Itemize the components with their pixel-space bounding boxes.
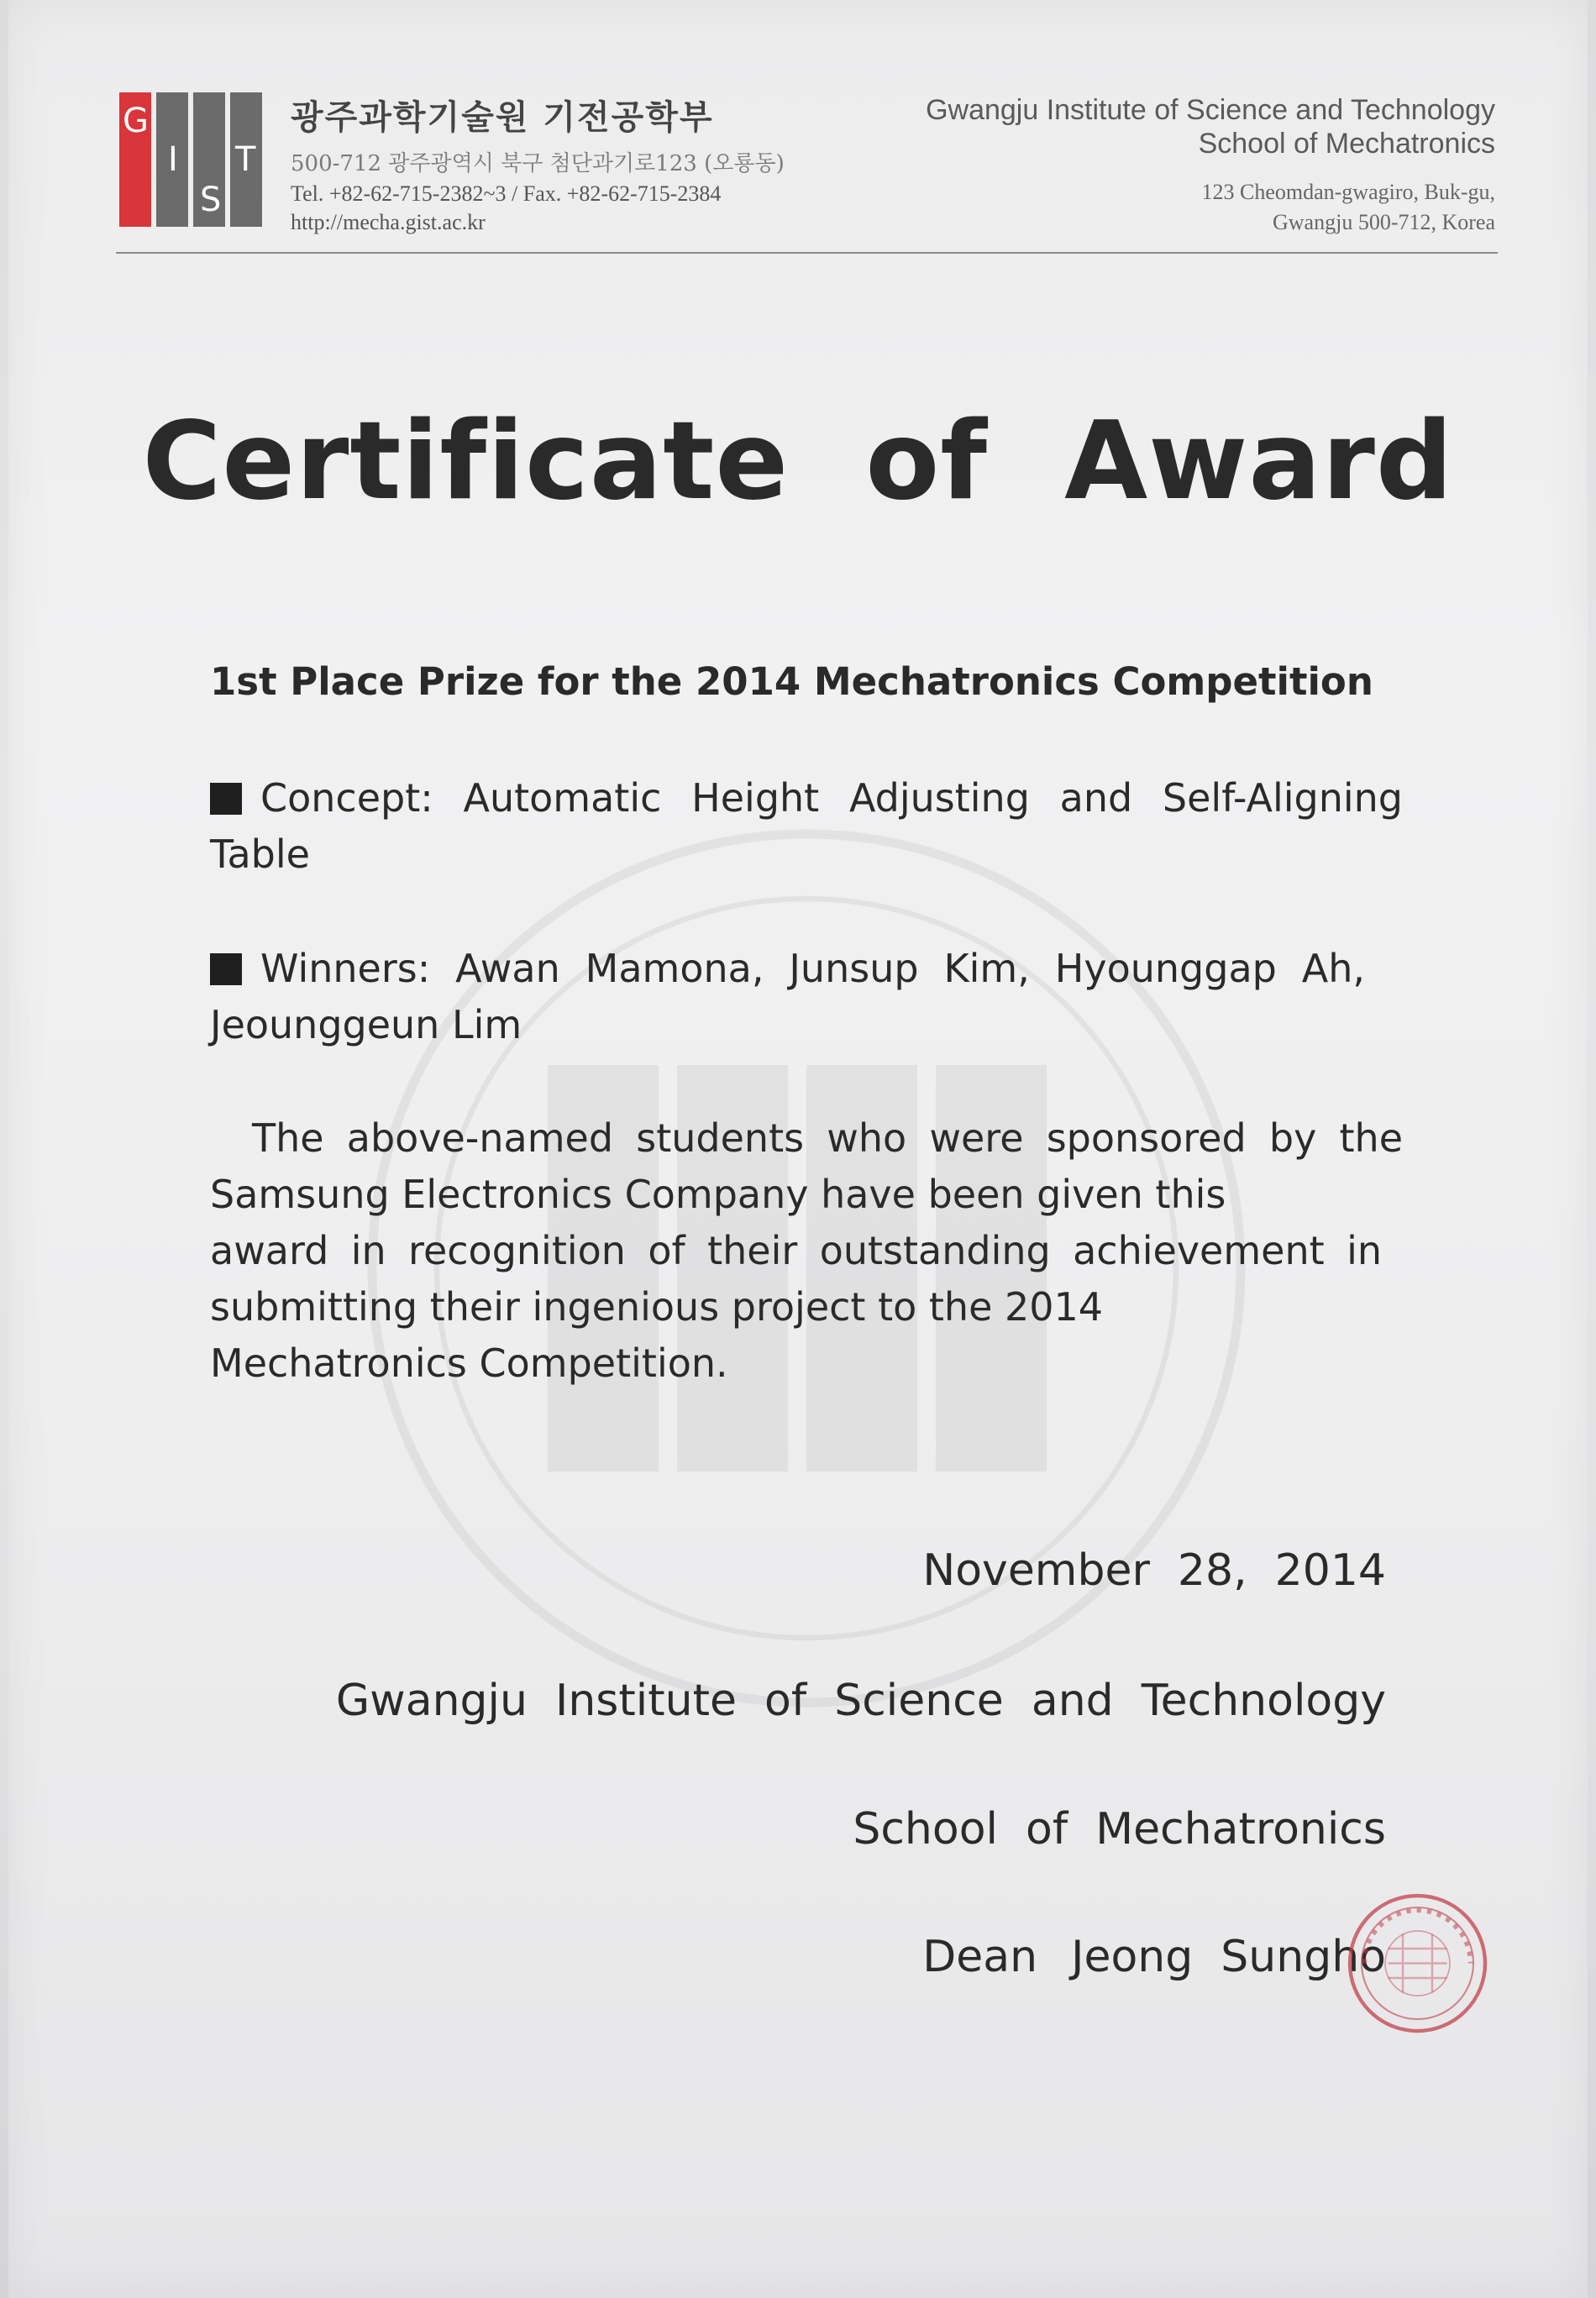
signature-dean (922, 1932, 1386, 1982)
winners-line-2: Jeounggeun Lim (210, 1002, 522, 1047)
logo-letter-g: G (123, 102, 149, 140)
concept-text: Concept: Automatic Height Adjusting and Self-Aligning (260, 775, 1403, 821)
concept-item (210, 770, 1403, 883)
tel-fax: Tel. +82-62-715-2382~3 / Fax. +82-62-715-2384 (291, 181, 722, 206)
signature-school: School of Mechatronics (853, 1804, 1386, 1855)
paragraph-line-5: Mechatronics Competition. (210, 1340, 728, 1386)
concept-line-1 (210, 770, 1403, 826)
bullet-square-icon (210, 783, 242, 815)
korean-institute-name: 광주과학기술원 기전공학부 (291, 98, 714, 137)
korean-address: 500-712 광주광역시 북구 첨단과기로123 (오룡동) (291, 151, 785, 176)
bullet-square-icon (210, 953, 242, 985)
paragraph-line-2: Samsung Electronics Company have been given this (210, 1172, 1226, 1217)
paragraph-line-4: submitting their ingenious project to the 2014 (210, 1284, 1104, 1330)
header-divider (116, 252, 1498, 254)
english-address-line-1: 123 Cheomdan-gwagiro, Buk-gu, (1201, 180, 1495, 204)
dean-name: Jeong Sungho (1071, 1932, 1386, 1982)
logo-letter-s: S (200, 181, 222, 219)
award-date: November 28, 2014 (922, 1545, 1386, 1596)
signature-institute: Gwangju Institute of Science and Technology (335, 1676, 1386, 1726)
english-school-name: School of Mechatronics (1198, 128, 1495, 160)
logo-letter-t: T (235, 140, 256, 179)
english-institute-name: Gwangju Institute of Science and Technology (926, 94, 1495, 126)
winners-line-1 (210, 941, 1365, 997)
paragraph-line-3: award in recognition of their outstanding achievement in (210, 1228, 1382, 1273)
winners-item (210, 941, 1365, 1053)
website-url: http://mecha.gist.ac.kr (291, 210, 486, 234)
official-seal-icon (1344, 1890, 1491, 2037)
certificate-title: Certificate of Award (142, 399, 1454, 524)
english-address-line-2: Gwangju 500-712, Korea (1273, 210, 1495, 234)
winners-text: Winners: Awan Mamona, Junsup Kim, Hyounggap Ah, (260, 946, 1365, 991)
prize-heading: 1st Place Prize for the 2014 Mechatronics Competition (210, 659, 1373, 704)
logo-letter-i: I (168, 140, 178, 179)
concept-line-2: Table (210, 832, 310, 877)
paragraph-line-1: The above-named students who were sponsored by the (252, 1115, 1403, 1161)
award-paragraph (210, 1110, 1403, 1392)
dean-title: Dean (922, 1932, 1038, 1982)
gist-logo (119, 92, 264, 227)
certificate-paper (8, 0, 1588, 2298)
